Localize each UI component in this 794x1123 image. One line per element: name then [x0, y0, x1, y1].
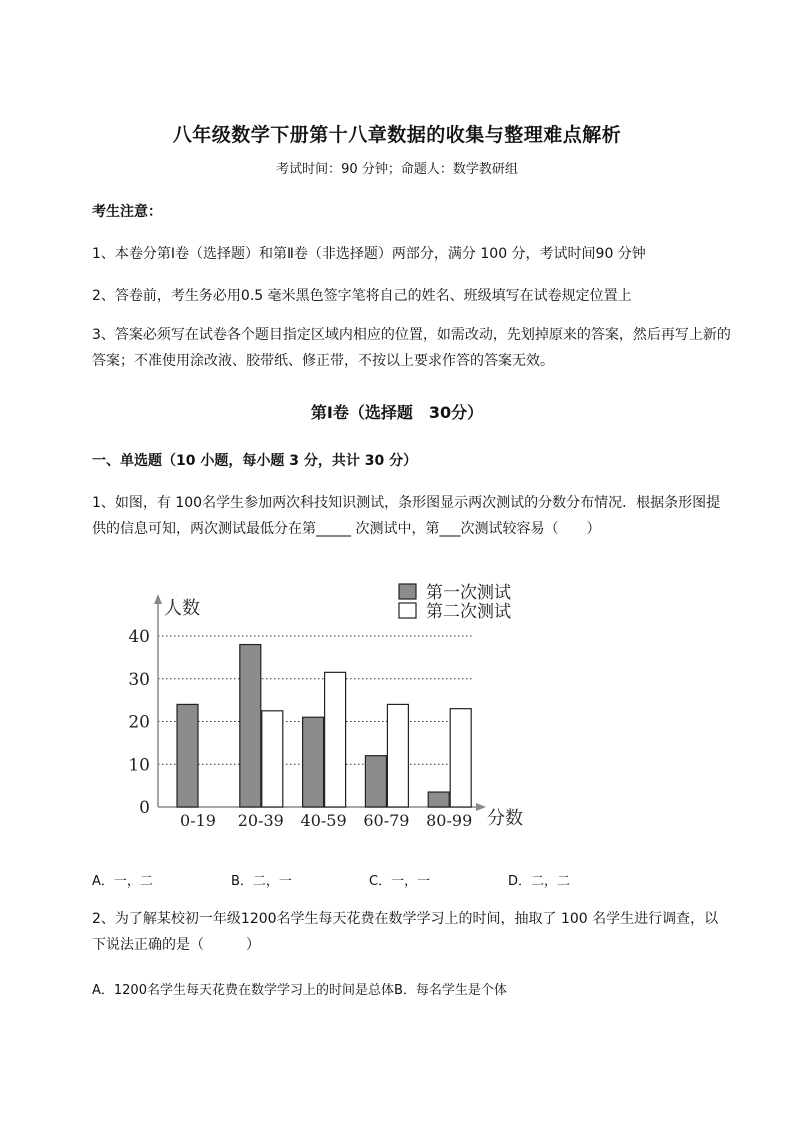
- notice-heading: 考生注意：: [92, 204, 162, 220]
- x-tick-label: 20-39: [237, 811, 284, 830]
- bar-first-test: [303, 717, 324, 807]
- bar-first-test: [365, 756, 386, 807]
- legend-label: 第二次测试: [426, 602, 511, 622]
- y-tick-label: 40: [128, 627, 150, 647]
- bar-second-test: [262, 711, 283, 807]
- y-tick-label: 20: [128, 712, 150, 733]
- part-title: 一、单选题（10 小题，每小题 3 分，共计 30 分）: [92, 453, 418, 469]
- bar-first-test: [428, 792, 449, 807]
- x-axis-arrow: [476, 803, 486, 811]
- question-1-text: 1、如图，有 100名学生参加两次科技知识测试，条形图显示两次测试的分数分布情况．根据条形图提供的信息可知，两次测试最低分在第_____ 次测试中，第___次测试较容易（ ）: [92, 495, 721, 537]
- y-tick-label: 10: [128, 755, 150, 776]
- question-1-option-c[interactable]: C．一，一: [369, 874, 431, 889]
- legend-label: 第一次测试: [426, 583, 511, 603]
- y-tick-label: 30: [128, 669, 150, 690]
- question-2-text: 2、为了解某校初一年级1200名学生每天花费在数学学习上的时间，抽取了 100 名学生进行调查，以下说法正确的是（ ）: [92, 911, 719, 953]
- legend-swatch: [399, 603, 416, 618]
- notice-item: 1、本卷分第Ⅰ卷（选择题）和第Ⅱ卷（非选择题）两部分，满分 100 分，考试时间90 分钟: [92, 246, 646, 262]
- x-axis-label: 分数: [487, 808, 523, 829]
- y-axis-arrow: [154, 594, 162, 604]
- page-title: 八年级数学下册第十八章数据的收集与整理难点解析: [172, 124, 622, 146]
- notice-item: 3、答案必须写在试卷各个题目指定区域内相应的位置，如需改动，先划掉原来的答案，然后再写上新的答案；不准使用涂改液、胶带纸、修正带，不按以上要求作答的答案无效。: [92, 327, 731, 369]
- x-tick-label: 40-59: [300, 811, 347, 830]
- section-title: 第Ⅰ卷（选择题 30分）: [310, 403, 484, 422]
- question-1-option-d[interactable]: D．二，二: [508, 874, 571, 889]
- x-tick-label: 60-79: [363, 811, 410, 830]
- bar-second-test: [450, 709, 471, 807]
- question-2-option-ab[interactable]: A．1200名学生每天花费在数学学习上的时间是总体B．每名学生是个体: [92, 983, 507, 998]
- y-tick-label: 0: [139, 798, 150, 818]
- x-tick-label: 80-99: [426, 811, 473, 830]
- bar-first-test: [177, 704, 198, 807]
- x-tick-label: 0-19: [180, 811, 216, 830]
- bar-second-test: [387, 704, 408, 807]
- y-axis-label: 人数: [164, 598, 200, 619]
- bar-second-test: [325, 672, 346, 807]
- question-1-option-a[interactable]: A．一，二: [92, 874, 153, 889]
- bar-chart: [120, 570, 540, 835]
- exam-info: 考试时间：90 分钟；命题人：数学教研组: [276, 162, 518, 177]
- legend-swatch: [399, 584, 416, 599]
- notice-item: 2、答卷前，考生务必用0.5 毫米黑色签字笔将自己的姓名、班级填写在试卷规定位置上: [92, 288, 632, 304]
- bar-first-test: [240, 645, 261, 807]
- question-1-option-b[interactable]: B．二，一: [231, 874, 292, 889]
